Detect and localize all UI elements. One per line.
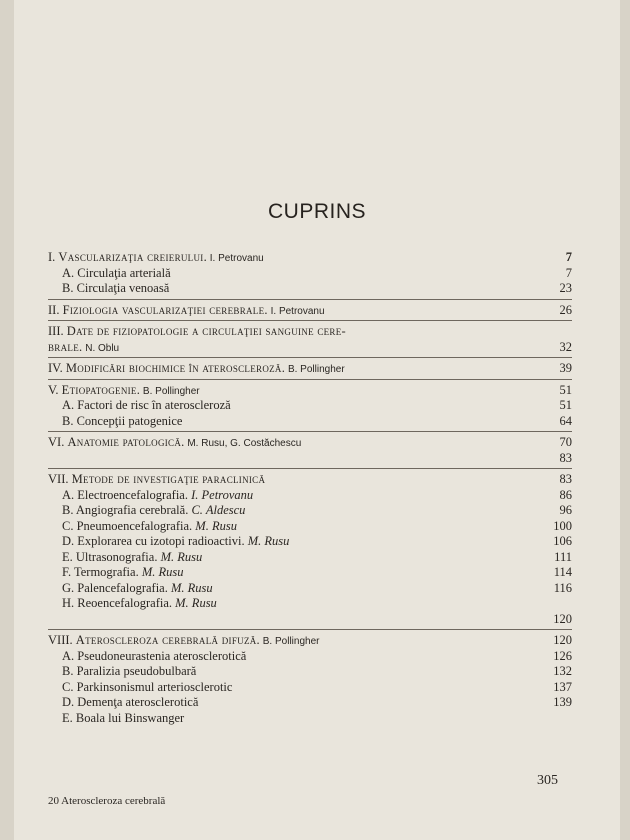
toc-entry-author: M. Rusu bbox=[138, 565, 184, 579]
toc-entry bbox=[48, 695, 572, 711]
toc-entry-page: 120 bbox=[553, 633, 572, 647]
toc-entry-author: M. Rusu bbox=[172, 596, 217, 610]
toc-entry-text: Vascularizaţia creierului. bbox=[58, 250, 207, 264]
toc-entry-number: I. bbox=[48, 250, 59, 264]
toc-entry-author: C. Aldescu bbox=[188, 503, 246, 517]
toc-entry-page: 126 bbox=[553, 648, 572, 663]
book-page bbox=[14, 0, 620, 840]
toc-entry-text: A. Factori de risc în ateroscleroză bbox=[62, 398, 231, 412]
toc-entry-text: Modificări biochimice în ateroscleroză. bbox=[65, 361, 286, 375]
page-number: 305 bbox=[537, 773, 558, 788]
toc-entry-title bbox=[62, 550, 202, 566]
toc-entry-title bbox=[62, 398, 231, 414]
toc-entry-page: 7 bbox=[565, 265, 572, 280]
toc-entry-author: N. Oblu bbox=[82, 342, 120, 354]
toc-entry-title bbox=[48, 340, 119, 357]
toc-entry-page: 83 bbox=[559, 450, 572, 465]
toc-entry bbox=[48, 664, 572, 680]
toc-entry-text: B. Angiografia cerebrală. bbox=[62, 503, 189, 517]
toc-entry-title bbox=[62, 266, 171, 282]
toc-entry-page: 26 bbox=[559, 302, 572, 317]
toc-entry-text: H. Reoencefalografia. bbox=[62, 596, 173, 610]
toc-entry bbox=[48, 250, 572, 266]
toc-entry-page: 23 bbox=[559, 281, 572, 295]
toc-entry-author: M. Rusu bbox=[192, 518, 237, 533]
toc-entry bbox=[48, 503, 572, 519]
toc-entry-author: M. Rusu bbox=[167, 580, 213, 595]
toc-entry-page: 51 bbox=[559, 382, 572, 397]
toc-entry-text: A. Pseudoneurastenia aterosclerotică bbox=[62, 648, 247, 663]
toc-entry-author: I. Petrovanu bbox=[267, 305, 325, 317]
toc-entry bbox=[48, 565, 572, 581]
toc-entry-title bbox=[62, 596, 217, 612]
toc-entry-author: M. Rusu bbox=[157, 549, 203, 564]
toc-entry-author: B. Pollingher bbox=[259, 636, 320, 647]
toc-entry-text: Ateroscleroza cerebrală difuză. bbox=[75, 633, 260, 647]
toc-entry bbox=[48, 596, 572, 612]
toc-entry-page: 64 bbox=[559, 413, 572, 428]
toc-entry-text: A. Circulaţia arterială bbox=[62, 265, 171, 280]
toc-entry-title bbox=[62, 488, 253, 504]
toc-entry-number: IV. bbox=[48, 361, 66, 375]
toc-entry bbox=[48, 519, 572, 535]
toc-entry-title bbox=[48, 633, 319, 650]
toc-entry-title bbox=[62, 649, 246, 665]
toc-entry bbox=[48, 414, 572, 430]
toc-entry-title bbox=[62, 664, 196, 680]
toc-entry-page: 114 bbox=[553, 565, 572, 579]
toc-entry-text: Anatomie patologică. bbox=[67, 435, 185, 449]
toc-entry-title bbox=[62, 281, 169, 297]
toc-entry-text: D. Demenţa aterosclerotică bbox=[62, 695, 199, 709]
toc-entry-text: F. Termografia. bbox=[62, 565, 139, 579]
table-of-contents bbox=[48, 250, 572, 726]
toc-entry bbox=[48, 383, 572, 399]
toc-entry-page: 70 bbox=[559, 435, 572, 449]
toc-entry-number: VI. bbox=[48, 435, 68, 449]
toc-entry-page: 32 bbox=[559, 339, 572, 354]
toc-entry bbox=[48, 324, 572, 340]
toc-entry-title bbox=[62, 680, 232, 696]
toc-entry bbox=[48, 649, 572, 665]
toc-entry-title bbox=[62, 414, 182, 430]
toc-entry-text: A. Electroencefalografia. bbox=[62, 487, 188, 502]
toc-entry-text: Date de fiziopatologie a circulaţiei sanguine cere- bbox=[66, 324, 346, 338]
toc-entry bbox=[48, 451, 572, 467]
toc-entry-title bbox=[48, 435, 301, 452]
toc-entry-title bbox=[48, 303, 325, 320]
toc-entry-author: M. Rusu bbox=[244, 534, 290, 548]
toc-entry-title bbox=[48, 383, 200, 400]
toc-entry-text: C. Pneumoencefalografia. bbox=[62, 518, 193, 533]
toc-entry-title bbox=[62, 695, 198, 711]
toc-entry-author: B. Pollingher bbox=[285, 364, 345, 375]
toc-entry bbox=[48, 534, 572, 550]
toc-entry-text: Metode de investigaţie paraclinică bbox=[71, 472, 266, 486]
toc-entry bbox=[48, 398, 572, 414]
toc-entry-number: II. bbox=[48, 302, 63, 317]
toc-entry-text: B. Concepţii patogenice bbox=[62, 413, 183, 428]
toc-entry-title bbox=[62, 565, 184, 581]
toc-entry bbox=[48, 581, 572, 597]
toc-entry-number: V. bbox=[48, 382, 62, 397]
toc-entry-page: 111 bbox=[554, 549, 572, 564]
toc-entry-number: VII. bbox=[48, 472, 72, 486]
toc-entry-author: I. Petrovanu bbox=[207, 253, 264, 264]
toc-entry-text: G. Palencefalografia. bbox=[62, 580, 168, 595]
toc-entry bbox=[48, 435, 572, 451]
toc-entry bbox=[48, 612, 572, 628]
toc-entry-title bbox=[48, 324, 346, 340]
toc-entry-text: D. Explorarea cu izotopi radioactivi. bbox=[62, 534, 245, 548]
toc-entry-page: 139 bbox=[553, 695, 572, 709]
toc-entry-page: 86 bbox=[559, 487, 572, 502]
toc-entry-page: 132 bbox=[553, 664, 572, 678]
toc-entry bbox=[48, 550, 572, 566]
toc-entry bbox=[48, 340, 572, 356]
footer-signature: 20 Ateroscleroza cerebrală bbox=[48, 795, 166, 807]
toc-entry-author: I. Petrovanu bbox=[187, 487, 254, 502]
toc-entry-page: 116 bbox=[553, 580, 572, 595]
toc-entry-text: C. Parkinsonismul arteriosclerotic bbox=[62, 679, 233, 694]
toc-entry-page: 96 bbox=[559, 503, 572, 517]
toc-entry-text: E. Boala lui Binswanger bbox=[62, 710, 185, 725]
toc-entry-page: 137 bbox=[553, 679, 572, 694]
toc-entry-page: 7 bbox=[565, 250, 572, 264]
toc-entry-text: Etiopatogenie. bbox=[61, 382, 141, 397]
toc-entry-author: M. Rusu, G. Costăchescu bbox=[184, 438, 302, 449]
toc-entry-number: III. bbox=[48, 324, 67, 338]
toc-entry bbox=[48, 281, 572, 297]
toc-entry-text: brale. bbox=[48, 339, 83, 354]
toc-entry bbox=[48, 633, 572, 649]
toc-entry-title bbox=[62, 581, 213, 597]
toc-entry-title bbox=[48, 250, 264, 267]
toc-entry-title bbox=[48, 472, 265, 488]
toc-entry-page: 120 bbox=[553, 611, 572, 626]
toc-entry bbox=[48, 488, 572, 504]
toc-entry bbox=[48, 303, 572, 319]
page-title: CUPRINS bbox=[267, 200, 366, 223]
toc-entry-page: 100 bbox=[553, 518, 572, 533]
toc-entry bbox=[48, 680, 572, 696]
toc-entry-title bbox=[62, 534, 289, 550]
toc-entry-author: B. Pollingher bbox=[140, 385, 200, 397]
toc-entry-page: 39 bbox=[559, 361, 572, 375]
toc-entry-title bbox=[62, 503, 245, 519]
toc-entry bbox=[48, 711, 572, 727]
toc-entry-title bbox=[62, 519, 237, 535]
toc-entry-title bbox=[62, 711, 184, 727]
toc-entry bbox=[48, 472, 572, 488]
toc-entry-text: B. Circulaţia venoasă bbox=[62, 281, 170, 295]
toc-entry-text: E. Ultrasonografia. bbox=[62, 549, 158, 564]
toc-entry-page: 106 bbox=[553, 534, 572, 548]
toc-entry bbox=[48, 266, 572, 282]
toc-entry-page: 83 bbox=[559, 472, 572, 486]
toc-entry bbox=[48, 361, 572, 377]
toc-entry-text: Fiziologia vascularizaţiei cerebrale. bbox=[62, 302, 268, 317]
toc-entry-number: VIII. bbox=[48, 633, 76, 647]
toc-entry-title bbox=[48, 361, 345, 378]
toc-entry-page: 51 bbox=[559, 398, 572, 412]
toc-entry-text: B. Paralizia pseudobulbară bbox=[62, 664, 197, 678]
